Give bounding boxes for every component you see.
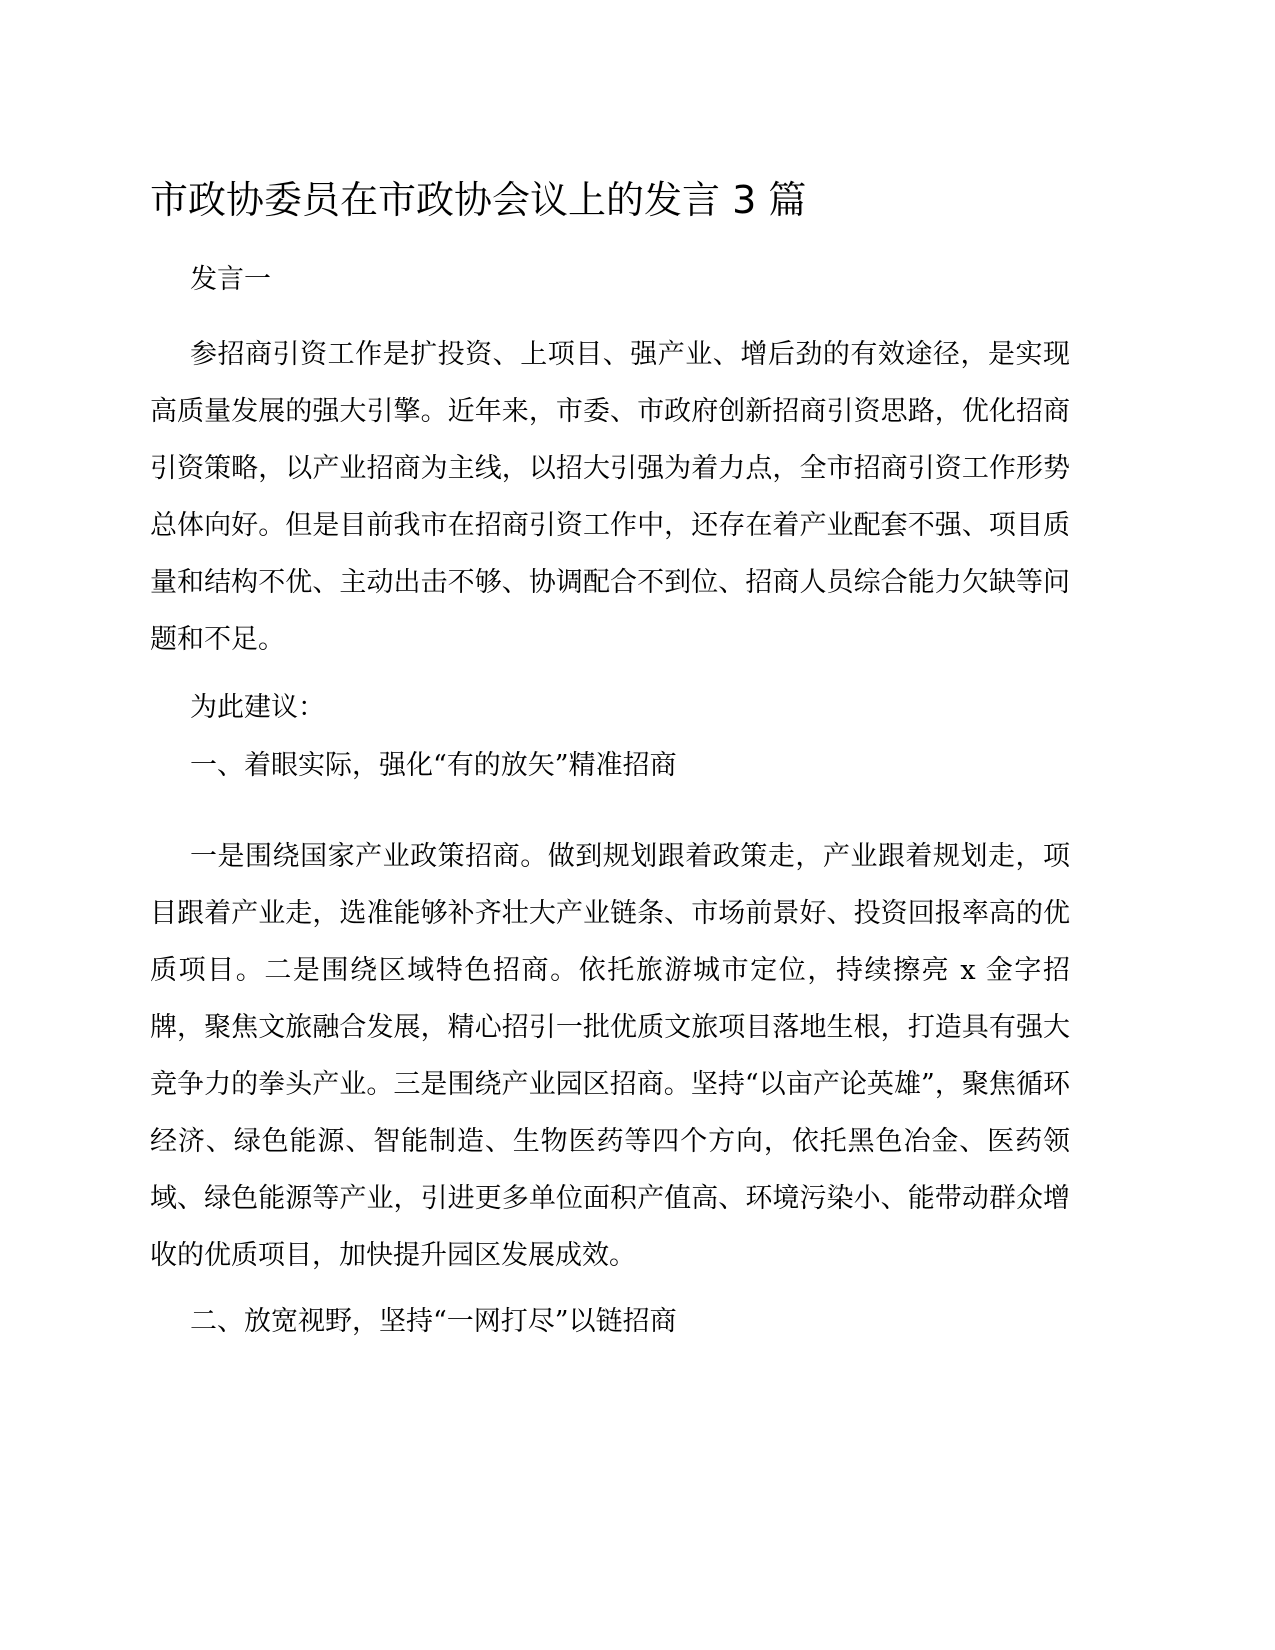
section-1-body: 一是围绕国家产业政策招商。做到规划跟着政策走，产业跟着规划走，项目跟着产业走，选准能够补齐壮大产业链条、市场前景好、投资回报率高的优质项目。二是围绕区域特色招商。依托旅游城市定位，持续擦亮 x 金字招牌，聚焦文旅融合发展，精心招引一批优质文旅项目落地生根，打造具有强大竞争力的拳头产业。三是围绕产业园区招商。坚持“以亩产论英雄”，聚焦循环经济、绿色能源、智能制造、生物医药等四个方向，依托黑色冶金、医药领域、绿色能源等产业，引进更多单位面积产值高、环境污染小、能带动群众增收的优质项目，加快提升园区发展成效。 xyxy=(150,841,1070,1271)
document-title: 市政协委员在市政协会议上的发言 3 篇 xyxy=(150,178,807,222)
suggestion-lead: 为此建议： xyxy=(190,692,325,723)
intro-paragraph: 参招商引资工作是扩投资、上项目、强产业、增后劲的有效途径，是实现高质量发展的强大引擎。近年来，市委、市政府创新招商引资思路，优化招商引资策略，以产业招商为主线，以招大引强为着力点，全市招商引资工作形势总体向好。但是目前我市在招商引资工作中，还存在着产业配套不强、项目质量和结构不优、主动出击不够、协调配合不到位、招商人员综合能力欠缺等问题和不足。 xyxy=(150,339,1070,655)
speech-heading: 发言一 xyxy=(190,264,271,295)
section-heading-2: 二、放宽视野，坚持“一网打尽”以链招商 xyxy=(190,1306,677,1337)
section-heading-1: 一、着眼实际，强化“有的放矢”精准招商 xyxy=(190,750,677,781)
